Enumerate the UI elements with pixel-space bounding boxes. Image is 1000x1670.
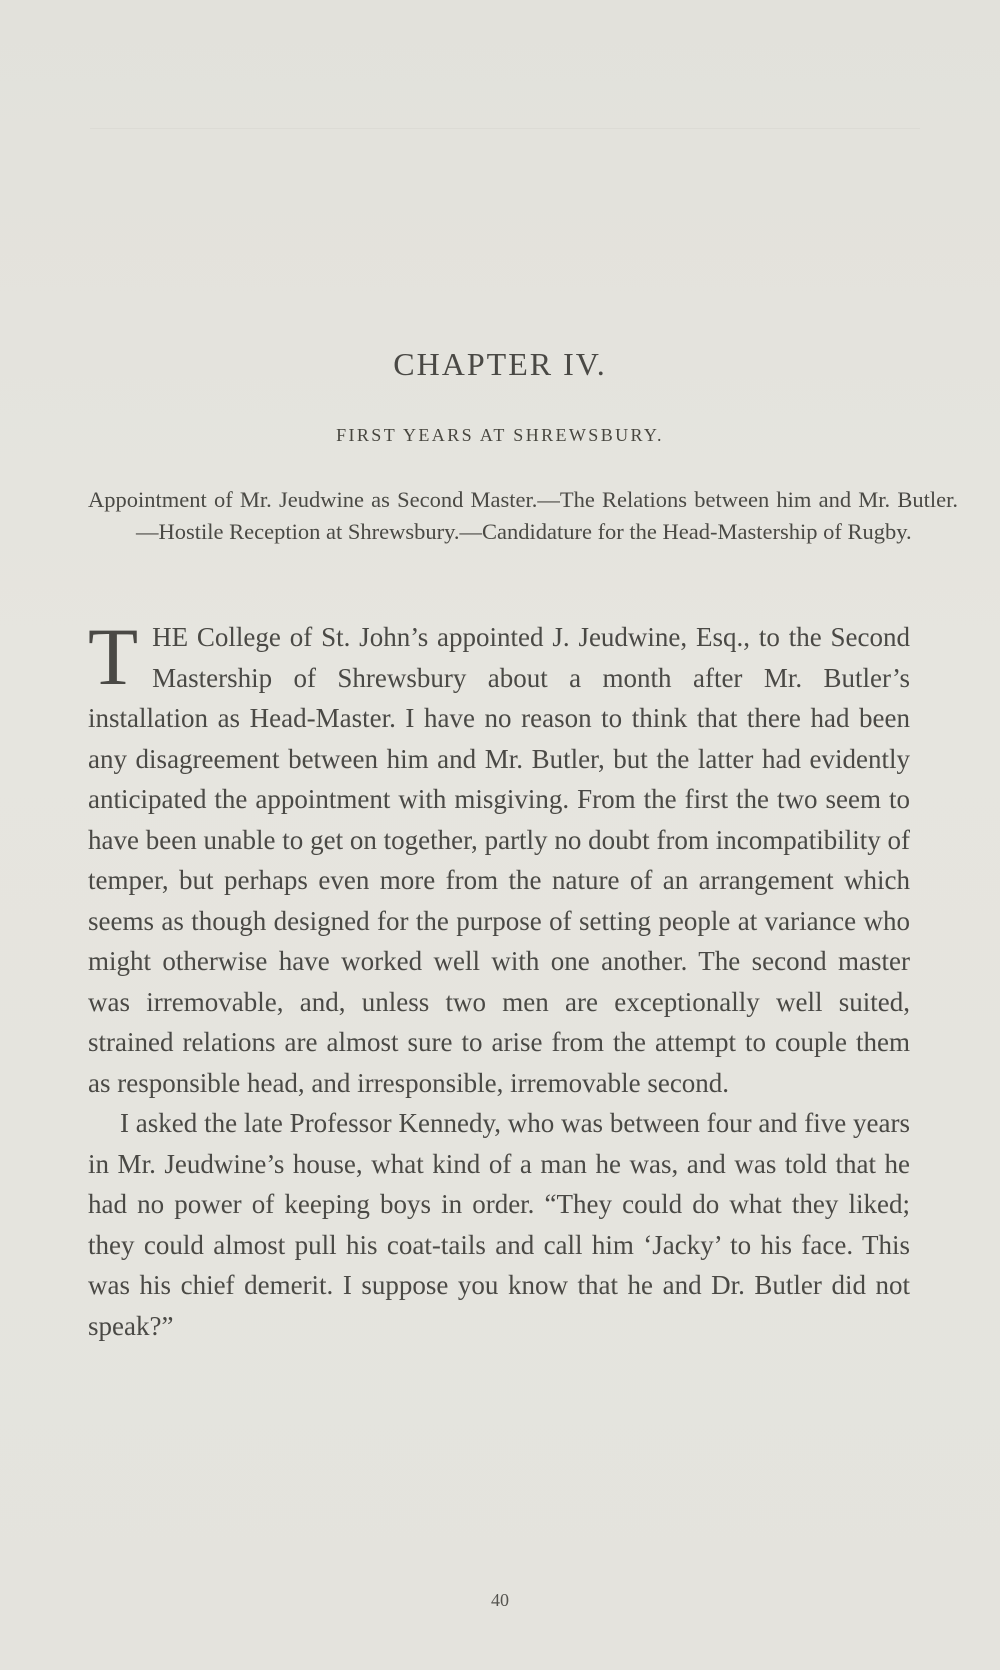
paragraph-1-text: HE College of St. John’s appointed J. Jeudwine, Esq., to the Second Mastership of Shrewsbury about a month after Mr. Butler’s installation as Head-Master. I have no reason to think that there had been any disagreement between him and Mr. Butler, but the latter had evidently anticipated the appointment with misgiving. From the first the two seem to have been unable to get on together, partly no doubt from incompatibility of temper, but perhaps even more from the nature of an arrangement which seems as though designed for the purpose of setting people at variance who might otherwise have worked well with one another. The second master was irremovable, and, unless two men are exceptionally well suited, strained relations are almost sure to arise from the attempt to couple them as responsible head, and irresponsible, irremovable second. — [88, 622, 910, 1098]
paragraph-2: I asked the late Professor Kennedy, who was between four and five years in Mr. Jeudwine’s house, what kind of a man he was, and was told that he had no power of keeping boys in order. “They could do what they liked; they could almost pull his coat-tails and call him ‘Jacky’ to his face. This was his chief demerit. I suppose you know that he and Dr. Butler did not speak?” — [88, 1108, 910, 1341]
drop-cap: T — [88, 611, 139, 702]
page-number: 40 — [491, 1590, 509, 1610]
body-text — [88, 611, 910, 1346]
show-through-rule — [90, 128, 920, 129]
chapter-synopsis: Appointment of Mr. Jeudwine as Second Master.—The Relations between him and Mr. Butler.—Hostile Reception at Shrewsbury.—Candidature for the Head-Mastership of Rugby. — [88, 487, 958, 544]
paragraph-1 — [88, 611, 910, 1103]
chapter-title: CHAPTER IV. — [393, 346, 607, 382]
chapter-subtitle: FIRST YEARS AT SHREWSBURY. — [336, 425, 664, 445]
